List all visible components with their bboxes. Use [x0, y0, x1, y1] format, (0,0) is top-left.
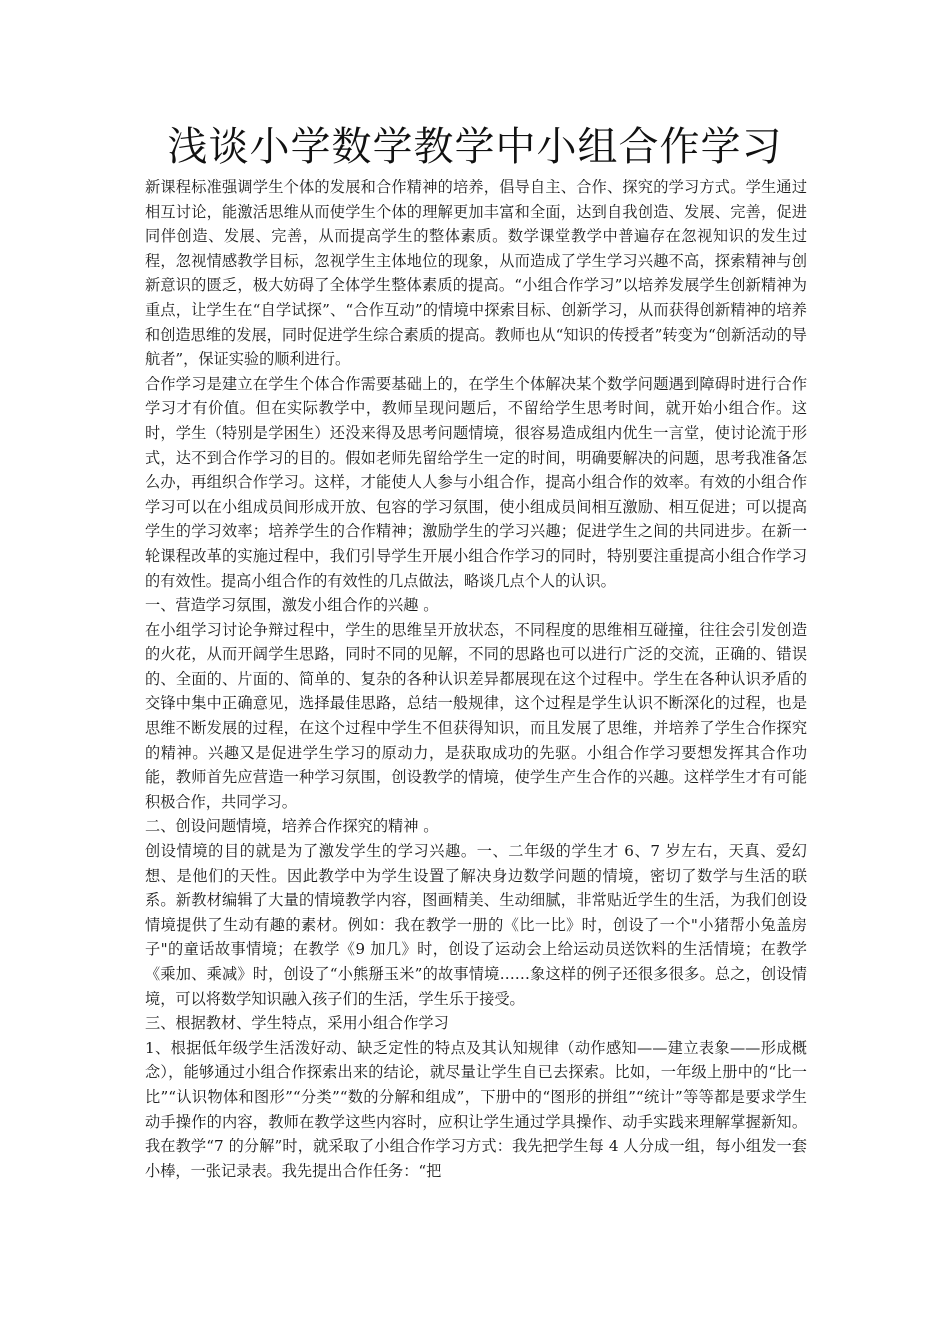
paragraph-cooperative-learning: 合作学习是建立在学生个体合作需要基础上的，在学生个体解决某个数学问题遇到障碍时进行合作学习才有价值。但在实际教学中，教师呈现问题后，不留给学生思考时间，就开始小组合作。这时，学生（特别是学困生）还没来得及思考问题情境，很容易造成组内优生一言堂，使讨论流于形式，达不到合作学习的目的。假如老师先留给学生一定的时间，明确要解决的问题，思考我准备怎么办，再组织合作学习。这样，才能使人人参与小组合作，提高小组合作的效率。有效的小组合作学习可以在小组成员间形成开放、包容的学习氛围，使小组成员间相互激励、相互促进；可以提高学生的学习效率；培养学生的合作精神；激励学生的学习兴趣；促进学生之间的共同进步。在新一轮课程改革的实施过程中，我们引导学生开展小组合作学习的同时，特别要注重提高小组合作学习的有效性。提高小组合作的有效性的几点做法，略谈几点个人的认识。: [145, 374, 807, 590]
paragraph-section-2: 创设情境的目的就是为了激发学生的学习兴趣。一、二年级的学生才 6、7 岁左右，天真、爱幻想、是他们的天性。因此教学中为学生设置了解决身边数学问题的情境，密切了数学与生活的联系。新教材编辑了大量的情境教学内容，图画精美、生动细腻，非常贴近学生的生活，为我们创设情境提供了生动有趣的素材。例如：我在教学一册的《比一比》时，创设了一个"小猪帮小兔盖房子"的童话故事情境；在教学《9 加几》时，创设了运动会上给运动员送饮料的生活情境；在教学《乘加、乘减》时，创设了“小熊掰玉米”的故事情境……象这样的例子还很多很多。总之，创设情境，可以将数学知识融入孩子们的生活，学生乐于接受。: [145, 842, 807, 1008]
paragraph-section-1: 在小组学习讨论争辩过程中，学生的思维呈开放状态，不同程度的思维相互碰撞，往往会引发创造的火花，从而开阔学生思路，同时不同的见解，不同的思路也可以进行广泛的交流，正确的、错误的、全面的、片面的、简单的、复杂的各种认识差异都展现在这个过程中。学生在各种认识矛盾的交锋中集中正确意见，选择最佳思路，总结一般规律，这个过程是学生认识不断深化的过程，也是思维不断发展的过程，在这个过程中学生不但获得知识，而且发展了思维，并培养了学生合作探究的精神。兴趣又是促进学生学习的原动力，是获取成功的先驱。小组合作学习要想发挥其合作功能，教师首先应营造一种学习氛围，创设教学的情境，使学生产生合作的兴趣。这样学生才有可能积极合作，共同学习。: [145, 620, 807, 811]
paragraph-intro: 新课程标准强调学生个体的发展和合作精神的培养，倡导自主、合作、探究的学习方式。学生通过相互讨论，能激活思维从而使学生个体的理解更加丰富和全面，达到自我创造、发展、完善，促进同伴创造、发展、完善，从而提高学生的整体素质。数学课堂教学中普遍存在忽视知识的发生过程，忽视情感教学目标，忽视学生主体地位的现象，从而造成了学生学习兴趣不高，探索精神与创新意识的匮乏，极大妨碍了全体学生整体素质的提高。“小组合作学习”以培养发展学生创新精神为重点，让学生在“自学试探”、“合作互动”的情境中探索目标、创新学习，从而获得创新精神的培养和创造思维的发展，同时促进学生综合素质的提高。教师也从“知识的传授者”转变为“创新活动的导航者”，保证实验的顺利进行。: [145, 178, 807, 369]
section-heading-1: 一、营造学习氛围，激发小组合作的兴趣 。: [145, 596, 439, 615]
section-heading-3: 三、根据教材、学生特点，采用小组合作学习: [145, 1014, 449, 1033]
document-body: [145, 175, 807, 1183]
document-title: 浅谈小学数学教学中小组合作学习: [167, 124, 783, 170]
paragraph-section-3: 1、根据低年级学生活泼好动、缺乏定性的特点及其认知规律（动作感知——建立表象——形成概念），能够通过小组合作探索出来的结论，就尽量让学生自已去探索。比如，一年级上册中的“比一比”“认识物体和图形”“分类”“数的分解和组成”，下册中的“图形的拼组”“统计”等等都是要求学生动手操作的内容，教师在教学这些内容时，应积让学生通过学具操作、动手实践来理解掌握新知。我在教学“7 的分解”时，就采取了小组合作学习方式：我先把学生每 4 人分成一组，每小组发一套小棒，一张记录表。我先提出合作任务：“把: [145, 1038, 807, 1180]
section-heading-2: 二、创设问题情境，培养合作探究的精神 。: [145, 817, 439, 836]
